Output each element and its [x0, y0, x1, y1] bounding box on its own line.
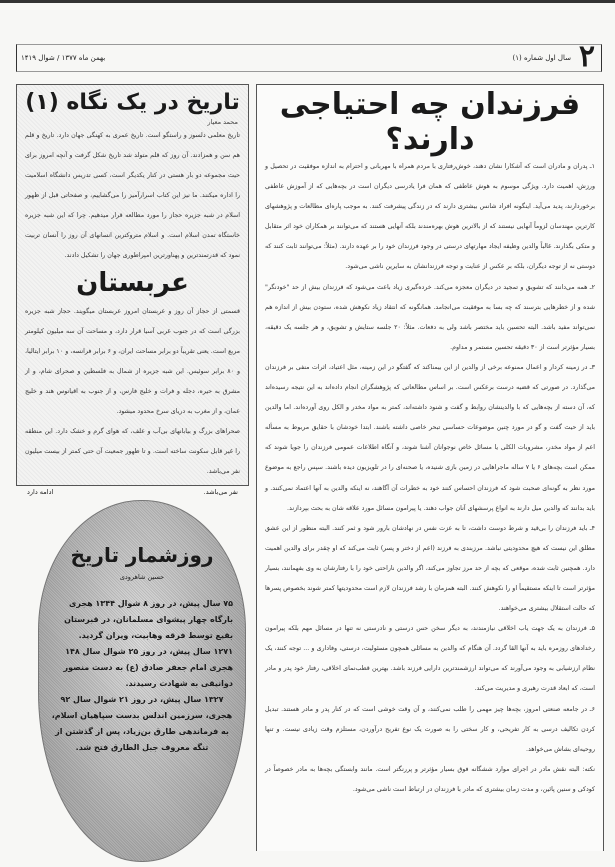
- continued-label: ادامه دارد: [27, 488, 54, 496]
- paragraph-5: ۵ـ فرزندان به یک جهت یاب اخلاقی نیازمندند، به دیگر سخن حس درستی و نادرستی نه تنها در مسائل مهم بلکه پیرامون رخدادهای روزمره باید به آنها القا گردد. آن هنگام که والدین به مسائلی همچون مسئولیت، درستی، وفاداری و ... توجه کنند، یک نظام ارزشیابی به وجود می‌آورند که می‌تواند ارزشمندترین دارایی فرزند باشد. بهترین قطب‌نمای اخلاقی، رفتار خود پدر و مادر است، که ابعاد قدرت رهبری و مدیریت می‌کند.: [265, 625, 595, 693]
- side-paragraph-3: صحراهای بزرگ و بیابانهای بی‌آب و علف، که هوای گرم و خشک دارد. این منطقه را غیر قابل سکونت ساخته است. و تا ظهور جمعیت آن حتی کمتر از بیست میلیون نفر می‌باشد.: [25, 428, 240, 475]
- side-article: [16, 84, 249, 496]
- calendar-oval: [38, 500, 246, 862]
- calendar-entries: [51, 596, 233, 756]
- side-footer-right: نفر می‌باشد.: [203, 488, 238, 496]
- page-number: ۲: [578, 39, 595, 74]
- main-article-body: [257, 157, 603, 800]
- side-article-body: [17, 126, 248, 266]
- calendar-title: روزشمار تاریخ: [70, 543, 214, 567]
- issue-label: سال اول شماره (۱): [512, 54, 571, 62]
- side-article-body-2: [17, 302, 248, 482]
- top-border: [0, 0, 615, 3]
- side-article-title: تاریخ در یک نگاه (۱): [25, 90, 240, 115]
- side-subtitle: عربستان: [76, 268, 189, 298]
- calendar-entry-1: ۷۵ سال پیش، در روز ۸ شوال ۱۳۴۴ هجری بارگاه چهار پیشوای مسلمانان، در قبرستان بقیع توسط فرقه وهابیت، ویران گردید.: [64, 599, 233, 640]
- page-header: [16, 39, 602, 74]
- side-article-author: محمد معیار: [207, 118, 238, 126]
- calendar-author: حسین شاهرودی: [119, 573, 165, 581]
- main-article-title: فرزندان چه احتیاجی دارند؟: [279, 87, 581, 157]
- date-label: بهمن ماه ۱۳۷۷ / شوال ۱۴۱۹: [21, 54, 106, 62]
- paragraph-2: ۲ـ همه می‌دانند که تشویق و تمجید در دیگران معجزه می‌کند. خرده‌گیری زیاد باعث می‌شود که فرزندان بیش از حد "خودنگر" شده و از خطرهایی بترسند که چه بسا به موفقیت می‌انجامد. همانگونه که انتقاد زیاد نکوهش شده، ستودن بیش از اندازه هم نمی‌تواند مفید باشد. البته تحسین باید مختصر باشد ولی به دفعات. مثلاً: ۲۰ جلسه ستایش و تشویق، و هر جلسه یک دقیقه، بسیار مؤثرتر است از ۳۰ دقیقه تحسین مستمر و مداوم.: [265, 283, 595, 351]
- side-paragraph-1: تاریخ معلمی دلسوز و راستگو است. تاریخ عمری به کهنگی جهان دارد. تاریخ و قلم هم سن و همزادند. آن روز که قلم متولد شد تاریخ شکل گرفت و آنچه امروز برای حیث مجموعه دو بار هستی در کنار یکدیگر است، کسی تدریس دانشگاه اسلامیت را اداره میکنند. ما نیز این کتاب اسرارآمیز را می‌گشاییم، و صفحاتی قبل از ظهور اسلام در شبه جزیره حجاز را مورد مطالعه قرار میدهیم. چرا که این شبه جزیره خاستگاه تمدن اسلام است. و اسلام متروکترین انسانهای آن روز را آنسان تربیت نمود که قدرتمندترین و پهناورترین امپراطوری جهان را تشکیل دادند.: [25, 132, 240, 259]
- calendar-entry-3: ۱۳۲۷ سال پیش، در روز ۲۱ شوال سال ۹۲ هجری، سرزمین اندلس بدست سپاهیان اسلام، به فرماندهی طارق بن‌زیاد، پس از گذشتن از تنگه معروف جبل الطارق فتح شد.: [51, 695, 233, 752]
- side-paragraph-2: قسمتی از حجاز آن روز و عربستان امروز عربستان میگویند. حجاز شبه جزیره بزرگی است که در جنوب غربی آسیا قرار دارد، و مساحت آن سه میلیون کیلومتر مربع است. یعنی تقریباً دو برابر مساحت ایران، و ۶ برابر فرانسه، و ۱۰ برابر ایتالیا، و ۸۰ برابر سوئیس. این شبه جزیره از شمال به فلسطین و صحرای شام، و از مشرق به حیره، دجله و فرات و خلیج فارس، و از جنوب به اقیانوس هند و خلیج عمان، و از مغرب به دریای سرخ محدود میشود.: [25, 308, 241, 415]
- side-footer: [17, 482, 248, 502]
- paragraph-3: ۳ـ در زمینه کردار و اعمال ممنوعه برخی از والدین از این بیمناکند که گفتگو در این زمینه، مثل اعتیاد، اثرات منفی بر فرزندان می‌گذارد. در صورتی که قضیه درست برعکس است. بر اساس مطالعاتی که پژوهشگران انجام داده‌اند به این نتیجه رسیده‌اند که، آن دسته از بچه‌هایی که با والدینشان روابط و گفت و شنود داشته‌اند، کمتر به مواد مخدر و الکل روی آورده‌اند. اما والدین باید از حیث گفت و گو در مورد چنین موضوعات حساسی تبحر خاصی داشته باشند. ابتدا خودشان با حقایق مربوط به مسأله اعم از مواد مخدر، مشروبات الکلی یا مسائل خاص نوجوانان آشنا شوند، و آنگاه اطلاعات عمومی فرزندان را جویا شوند که ممکن است بچه‌های ۶ یا ۷ ساله ماجراهایی در زمین بازی شنیده، یا صحنه‌ای را در تلویزیون دیده باشند. سپس راجع به موضوع مورد نظر به گونه‌ای صحبت شود که فرزندان احساس کنند خود به خطرات آن آگاهند، نه اینکه والدین به آنها اعتماد نمی‌کنند. و باید بدانند که والدین میل دارند به انواع پرسشهای آنان جواب دهند. یا پیرامون مسائل مورد علاقه شان به بحث بپردازند.: [265, 363, 595, 512]
- paragraph-1: ۱ـ پدران و مادران است که آشکارا نشان دهند، خوش‌رفتاری با مردم همراه با مهربانی و احترام به اندازه موفقیت در تحصیل و ورزش، اهمیت دارد. ویژگی موسوم به هوش عاطفی که همان فرا یادرسی دیگران است در بچه‌هایی که از آموزش عاطفی برخوردارند، پدید می‌آید. اینگونه افراد شانس بیشتری دارند که در زندگی پیشرفت کنند. به موجب پاره‌ای مطالعات و پژوهشهای کارترین مهندسان لزوماً آنهایی نیستند که از بالاترین هوش بهره‌مندند بلکه آنهایی هستند که می‌توانند بر همکاران خود اثر متقابل و متکی بگذارند. غالباً والدین وظیفه ایجاد مهارتهای درستی در وجود فرزندان خود را بر عهده دارند. (مثلاً: می‌توانند ثابت کنند که دوستی نه از توجه دیگران، بلکه بر عکس از عنایت و توجه فرزندانشان به سایرین ناشی می‌شود.: [265, 163, 595, 271]
- main-article: [256, 84, 604, 851]
- paragraph-6: ۶ـ در جامعه صنعتی امروز، بچه‌ها چیز مهمی را طلب نمی‌کنند، و آن وقت خوشی است که در کنار پدر و مادر هستند. تبدیل کردن تکالیف درسی به کار تفریحی، و کار سختی را به صورت یک نوع تفریح درآوردن، مستلزم وقت زیادی نیست. و تنها روحیه‌ای بشاش می‌خواهد.: [265, 705, 595, 753]
- calendar-entry-2: ۱۲۷۱ سال پیش، در روز ۲۵ شوال سال ۱۴۸ هجری امام جعفر صادق (ع) به دست منصور دوانیقی به شهادت رسیدند.: [63, 647, 233, 688]
- paragraph-4: ۴ـ باید فرزندان را بی‌قید و شرط دوست داشت، تا به عزت نفس در نهادشان بارور شود و ثمر کنند. البته منظور از این عشق مطلق این نیست که هیچ محدودیتی نباشد. مرزبندی به فرزند (اعم از دختر و پسر) ثابت می‌کند که او چقدر برای والدین اهمیت دارد. همچنین ثابت شده، موقعی که بچه از حد مرز تجاوز می‌کند، اگر والدین ناراحتی خود را با رفتارشان به وی بفهمانند، بسیار مؤثرتر است تا اینکه مستقیماً او را نکوهش کنند. البته همزمان با رشد فرزندان لازم است محدودیتها کمتر شوند بخصوص پسرها که حالت استقلال بیشتری می‌خواهند.: [265, 524, 595, 613]
- paragraph-note: نکته: البته نقش مادر در اجرای موارد ششگانه فوق بسیار مؤثرتر و پررنگتر است. مانند وابستگی بچه‌ها به مادر خصوصاً در کودکی و سنین پائین، و مدت زمان بیشتری که مادر با فرزندان در ارتباط است ناشی می‌شود.: [265, 765, 595, 793]
